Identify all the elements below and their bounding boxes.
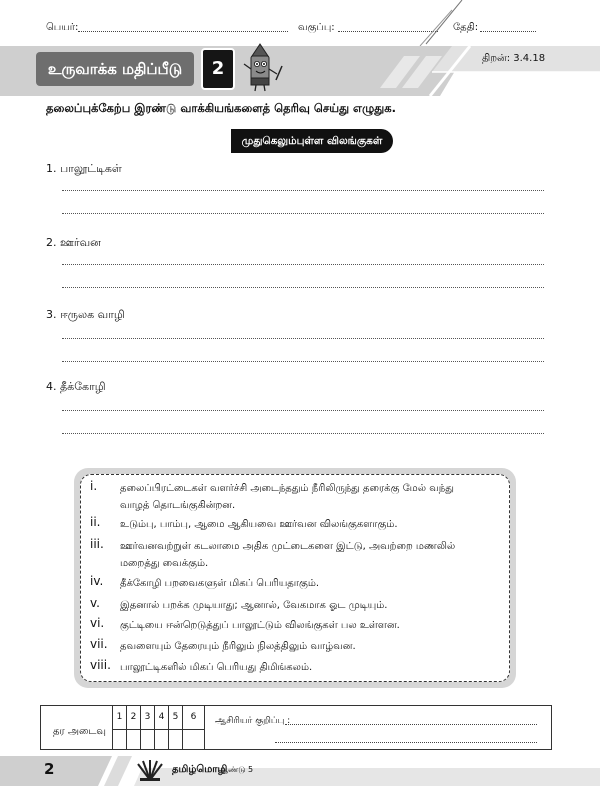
decorative-slash-lines bbox=[404, 0, 464, 46]
statement-text: இதனால் பறக்க முடியாது; ஆனால், வேகமாக ஓட முடியும். bbox=[120, 600, 388, 611]
statement-text: பாலூட்டிகளில் மிகப் பெரியது திமிங்கலம். bbox=[120, 662, 313, 673]
grade-level-number: 4 bbox=[158, 712, 165, 722]
topic-heading: முதுகெலும்புள்ள விலங்குகள் bbox=[231, 129, 393, 153]
pencil-mascot-icon bbox=[238, 42, 284, 92]
teacher-note-line[interactable] bbox=[285, 724, 537, 725]
question-label: 4. தீக்கோழி bbox=[46, 380, 106, 393]
statement-number: i. bbox=[90, 479, 98, 493]
statement-number: vi. bbox=[90, 616, 105, 630]
answer-line[interactable] bbox=[62, 361, 544, 362]
teacher-note-label: ஆசிரியர் குறிப்பு : bbox=[215, 716, 291, 726]
grade-level-number: 2 bbox=[130, 712, 137, 722]
statement-number: v. bbox=[90, 596, 100, 610]
statement-text: குட்டியை ஈன்றெடுத்துப் பாலூட்டும் விலங்குகள் பல உள்ளன. bbox=[120, 620, 400, 631]
grade-level-number: 6 bbox=[190, 712, 197, 722]
statement-number: ii. bbox=[90, 515, 101, 529]
instruction-text: தலைப்புக்கேற்ப இரண்டு வாக்கியங்களைத் தெரிவு செய்து எழுதுக. bbox=[46, 101, 397, 115]
statement-text: தீக்கோழி பறவைகளுள் மிகப் பெரியதாகும். bbox=[120, 578, 320, 589]
assessment-number: 2 bbox=[201, 48, 235, 90]
grade-level-cell[interactable] bbox=[113, 706, 127, 749]
answer-line[interactable] bbox=[62, 190, 544, 191]
statement-line: தலைப்பிரட்டைகள் வளர்ச்சி அடைந்ததும் நீரிலிருந்து தரைக்கு மேல் வந்து bbox=[120, 483, 454, 494]
statement-number: vii. bbox=[90, 637, 108, 651]
statement-text: தவளையும் தேரையும் நீரிலும் நிலத்திலும் வாழ்வன. bbox=[120, 641, 356, 652]
grade-level-cell[interactable] bbox=[141, 706, 155, 749]
grading-table bbox=[40, 705, 552, 750]
footer-band bbox=[0, 756, 600, 786]
statement-text bbox=[120, 480, 500, 514]
grade-level-number: 3 bbox=[144, 712, 151, 722]
question-label: 2. ஊர்வன bbox=[46, 236, 101, 249]
name-label: பெயர்: bbox=[46, 22, 79, 33]
statement-number: iv. bbox=[90, 574, 104, 588]
assessment-title: உருவாக்க மதிப்பீடு bbox=[36, 52, 194, 86]
answer-line[interactable] bbox=[62, 287, 544, 288]
teacher-note-line[interactable] bbox=[275, 742, 537, 743]
name-field[interactable] bbox=[78, 31, 288, 32]
question-label: 3. ஈருலக வாழி bbox=[46, 308, 125, 321]
grade-level-number: 1 bbox=[116, 712, 123, 722]
date-field[interactable] bbox=[480, 31, 536, 32]
grade-level-cell[interactable] bbox=[127, 706, 141, 749]
answer-line[interactable] bbox=[62, 264, 544, 265]
statement-line: மறைத்து வைக்கும். bbox=[120, 558, 209, 569]
page-number: 2 bbox=[44, 760, 55, 778]
statement-line: வாழத் தொடங்குகின்றன. bbox=[120, 500, 236, 511]
statement-text bbox=[120, 538, 500, 572]
answer-line[interactable] bbox=[62, 338, 544, 339]
grade-label: தர அடைவு bbox=[53, 726, 106, 737]
statement-number: iii. bbox=[90, 537, 104, 551]
grade-level-cell[interactable] bbox=[183, 706, 205, 749]
grade-level-cell[interactable] bbox=[169, 706, 183, 749]
answer-line[interactable] bbox=[62, 410, 544, 411]
statement-text: உடும்பு, பாம்பு, ஆமை ஆகியவை ஊர்வன விலங்குகளாகும். bbox=[120, 519, 398, 530]
book-title: தமிழ்மொழி bbox=[172, 764, 228, 775]
book-fan-icon bbox=[134, 758, 166, 782]
grade-level-cell[interactable] bbox=[155, 706, 169, 749]
grade-divider bbox=[113, 729, 205, 730]
statement-line: ஊர்வனவற்றுள் கடலாமை அதிக முட்டைகளை இட்டு, அவற்றை மணலில் bbox=[120, 541, 456, 552]
grade-label-cell bbox=[41, 706, 113, 749]
book-year: ஆண்டு 5 bbox=[218, 765, 254, 774]
statement-number: viii. bbox=[90, 658, 111, 672]
skill-code: திறன்: 3.4.18 bbox=[482, 53, 546, 64]
question-label: 1. பாலூட்டிகள் bbox=[46, 162, 122, 175]
date-label: தேதி: bbox=[453, 22, 479, 33]
answer-line[interactable] bbox=[62, 433, 544, 434]
answer-line[interactable] bbox=[62, 213, 544, 214]
class-label: வகுப்பு: bbox=[298, 22, 335, 33]
grade-level-number: 5 bbox=[172, 712, 179, 722]
